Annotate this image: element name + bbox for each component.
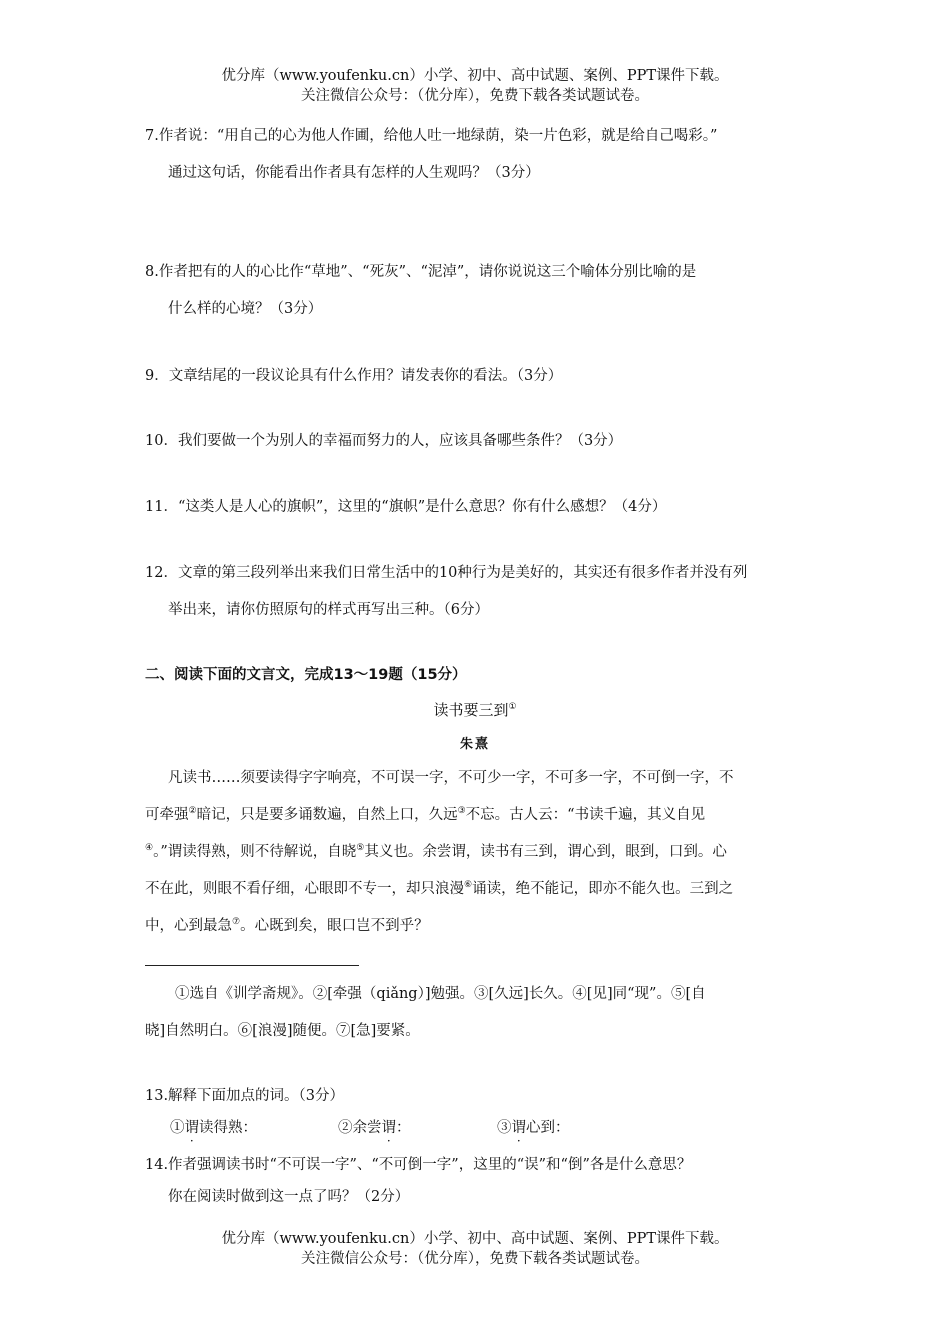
footnote-marker: ③ — [457, 806, 466, 817]
question-10: 10．我们要做一个为别人的幸福而努力的人，应该具备哪些条件？（3分） — [145, 433, 623, 449]
item-text: 心到： — [526, 1120, 570, 1136]
question-13-item-3 — [497, 1118, 570, 1138]
footnote-marker: ⑦ — [232, 917, 241, 928]
item-label: ① — [170, 1120, 185, 1136]
passage-text: 不忘。古人云：“书读千遍，其义自见 — [465, 807, 706, 823]
question-14-line-1: 14.作者强调读书时“不可误一字”、“不可倒一字”，这里的“误”和“倒”各是什么意思？ — [145, 1157, 692, 1173]
footer-line-1: 优分库（www.youfenku.cn）小学、初中、高中试题、案例、PPT课件下载。 — [221, 1231, 729, 1247]
dotted-word: 谓 — [381, 1120, 396, 1136]
question-7-line-2: 通过这句话，你能看出作者具有怎样的人生观吗？（3分） — [168, 165, 540, 181]
question-12-line-1: 12．文章的第三段列举出来我们日常生活中的10种行为是美好的，其实还有很多作者并没有列 — [145, 565, 748, 581]
footer-line-2: 关注微信公众号：（优分库），免费下载各类试题试卷。 — [301, 1251, 649, 1267]
item-text: 读得熟： — [199, 1120, 257, 1136]
passage-title — [0, 700, 950, 720]
item-label: ②余尝 — [338, 1120, 382, 1136]
question-14-line-2: 你在阅读时做到这一点了吗？（2分） — [168, 1189, 410, 1205]
passage-text: 其义也。余尝谓，读书有三到，谓心到，眼到，口到。心 — [364, 844, 727, 860]
footnote-marker: ⑥ — [464, 880, 473, 891]
question-12-line-2: 举出来，请你仿照原句的样式再写出三种。（6分） — [168, 602, 489, 618]
passage-text: 中，心到最急 — [145, 918, 232, 934]
passage-line-1: 凡读书……须要读得字字响亮，不可误一字，不可少一字，不可多一字，不可倒一字，不 — [168, 770, 734, 786]
passage-line-4 — [145, 879, 733, 899]
item-label: ③ — [497, 1120, 512, 1136]
passage-title-text: 读书要三到 — [433, 701, 509, 719]
passage-line-5 — [145, 916, 429, 936]
question-8-line-1: 8.作者把有的人的心比作“草地”、“死灰”、“泥淖”，请你说说这三个喻体分别比喻的是 — [145, 264, 697, 280]
question-13-item-2 — [338, 1118, 411, 1138]
passage-text: 。”谓读得熟，则不待解说，自晓 — [153, 844, 357, 860]
question-11: 11．“这类人是人心的旗帜”，这里的“旗帜”是什么意思？你有什么感想？（4分） — [145, 499, 667, 515]
passage-text: 。心既到矣，眼口岂不到乎？ — [240, 918, 429, 934]
footnote-line-1: ①选自《训学斋规》。②[牵强（qiǎng）]勉强。③[久远]长久。④[见]同“现”。⑤[自 — [175, 986, 706, 1002]
question-7-line-1: 7.作者说：“用自己的心为他人作圃，给他人吐一地绿荫，染一片色彩，就是给自己喝彩。” — [145, 128, 718, 144]
question-13-item-1 — [170, 1118, 257, 1138]
passage-text: 诵读，绝不能记，即亦不能久也。三到之 — [472, 881, 734, 897]
section-2-heading: 二、阅读下面的文言文，完成13～19题（15分） — [145, 667, 467, 683]
footnote-marker: ② — [188, 806, 197, 817]
passage-line-3 — [145, 842, 727, 862]
passage-text: 暗记，只是要多诵数遍，自然上口，久远 — [196, 807, 458, 823]
question-9: 9．文章结尾的一段议论具有什么作用？请发表你的看法。（3分） — [145, 368, 563, 384]
question-13-stem: 13.解释下面加点的词。（3分） — [145, 1088, 345, 1104]
footnote-line-2: 晓]自然明白。⑥[浪漫]随便。⑦[急]要紧。 — [145, 1023, 420, 1039]
passage-author: 朱熹 — [459, 737, 490, 752]
dotted-word: 谓 — [511, 1120, 526, 1136]
footnote-marker: ⑤ — [356, 843, 365, 854]
header-line-1: 优分库（www.youfenku.cn）小学、初中、高中试题、案例、PPT课件下载。 — [221, 68, 729, 84]
footnote-marker: ④ — [145, 843, 154, 854]
dotted-word: 谓 — [184, 1120, 199, 1136]
passage-text: 不在此，则眼不看仔细，心眼即不专一，却只浪漫 — [145, 881, 464, 897]
footnote-divider — [145, 965, 359, 966]
passage-text: 可牵强 — [145, 807, 189, 823]
passage-line-2 — [145, 805, 705, 825]
passage-title-note: ① — [508, 702, 517, 712]
header-line-2: 关注微信公众号：（优分库），免费下载各类试题试卷。 — [301, 88, 649, 104]
item-text: ： — [396, 1120, 411, 1136]
question-8-line-2: 什么样的心境？（3分） — [168, 301, 323, 317]
